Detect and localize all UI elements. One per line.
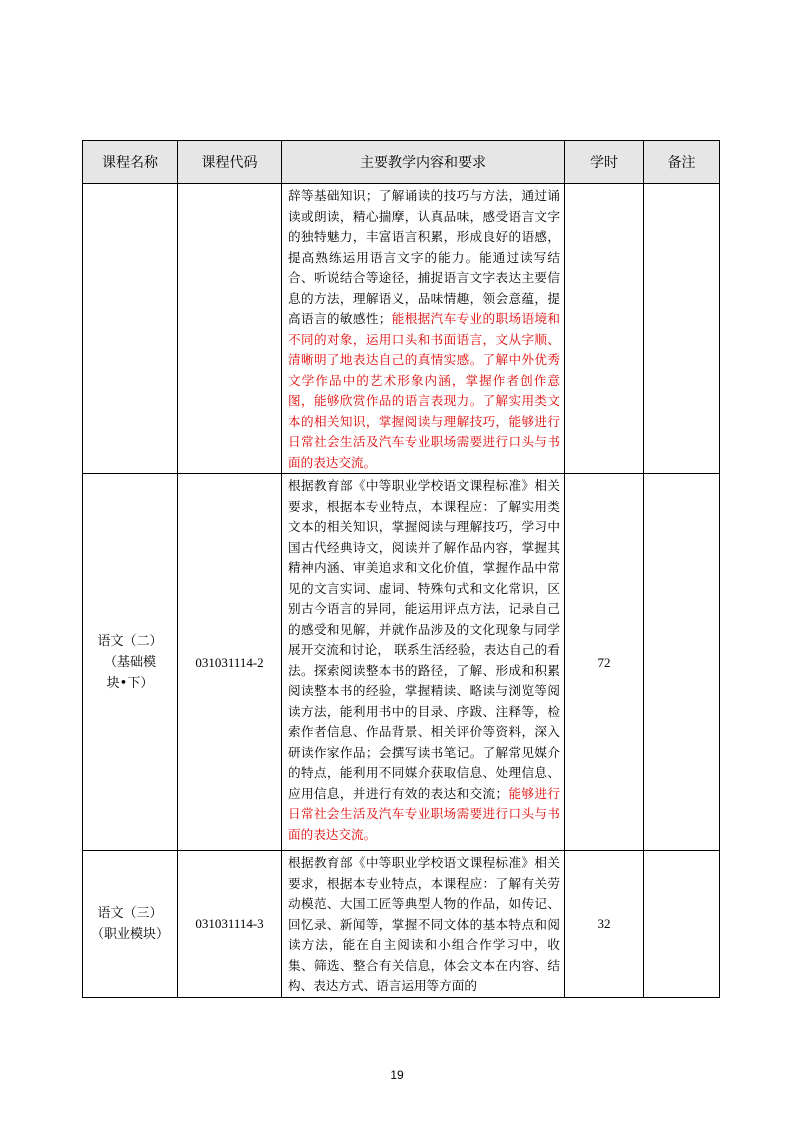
- course-hours-cell: [565, 184, 644, 474]
- course-code-cell: 031031114-3: [178, 851, 282, 998]
- course-note-cell: [644, 184, 720, 474]
- content-text: 根据教育部《中等职业学校语文课程标准》相关要求，根据本专业特点，本课程应：了解实用类文本的相关知识，掌握阅读与理解技巧，学习中国古代经典诗文，阅读并了解作品内容，掌握其精神内涵、审美追求和文化价值，掌握作品中常见的文言实词、虚词、特殊句式和文化常识，区别古今语言的异同，能运用评点方法，记录自己的感受和见解，并就作品涉及的文化现象与同学展开交流和讨论， 联系生活经验，表达自己的看法。探索阅读整本书的路径，了解、形成和积累阅读整本书的经验，掌握精读、略读与浏览等阅读方法，能利用书中的目录、序跋、注释等，检索作者信息、作品背景、相关评价等资料，深入研读作家作品；会撰写读书笔记。了解常见媒介的特点，能利用不同媒介获取信息、处理信息、应用信息，并进行有效的表达和交流；: [288, 478, 560, 801]
- course-code-cell: 031031114-2: [178, 474, 282, 851]
- page-number: 19: [390, 1068, 404, 1082]
- header-course-code: 课程代码: [178, 141, 282, 184]
- course-name-line: 块•下）: [106, 675, 154, 691]
- course-name-line: 语文（二）: [97, 633, 163, 649]
- content-text-highlighted: 能根据汽车专业的职场语境和不同的对象，运用口头和书面语言，文从字顺、清晰明了地表达自己的真情实感。了解中外优秀文学作品中的艺术形象内涵，掌握作者创作意图，能够欣赏作品的语言表现力。了解实用类文本的相关知识，掌握阅读与理解技巧，能够进行日常社会生活及汽车专业职场需要进行口头与书面的表达交流。: [288, 311, 561, 470]
- table-row: [83, 184, 720, 474]
- course-note-cell: [644, 851, 720, 998]
- course-code-cell: [178, 184, 282, 474]
- course-note-cell: [644, 474, 720, 851]
- table-row: [83, 851, 720, 998]
- header-course-name: 课程名称: [83, 141, 178, 184]
- header-notes: 备注: [644, 141, 720, 184]
- course-table: [82, 140, 720, 998]
- content-text-highlighted: 能够进行日常社会生活及汽车专业职场需要进行口头与书面的表达交流。: [288, 785, 561, 842]
- course-hours-cell: 72: [565, 474, 644, 851]
- table-row: [83, 474, 720, 851]
- header-content: 主要教学内容和要求: [282, 141, 565, 184]
- content-text: 辞等基础知识；了解诵读的技巧与方法，通过诵读或朗读，精心揣摩，认真品味，感受语言文字的独特魅力，丰富语言积累，形成良好的语感，提高熟练运用语言文字的能力。能通过读写结合、听说结合等途径，捕捉语言文字表达主要信息的方法，理解语义，品味情趣，领会意蕴，提高语言的敏感性；: [288, 188, 560, 326]
- course-name-cell: [83, 184, 178, 474]
- course-hours-cell: 32: [565, 851, 644, 998]
- header-hours: 学时: [565, 141, 644, 184]
- course-content-cell: [282, 184, 565, 474]
- content-text: 根据教育部《中等职业学校语文课程标准》相关要求，根据本专业特点，本课程应：了解有关劳动模范、大国工匠等典型人物的作品，如传记、回忆录、新闻等，掌握不同文体的基本特点和阅读方法，能在自主阅读和小组合作学习中，收集、筛选、整合有关信息，体会文本在内容、结构、表达方式、语言运用等方面的: [288, 855, 560, 993]
- table-header-row: [83, 141, 720, 184]
- course-content-cell: [282, 474, 565, 851]
- course-name-cell: [83, 474, 178, 851]
- course-content-cell: [282, 851, 565, 998]
- course-name-line: （职业模块）: [90, 926, 169, 942]
- course-name-cell: [83, 851, 178, 998]
- course-name-line: （基础模: [103, 654, 156, 670]
- course-name-line: 语文（三）: [97, 905, 163, 921]
